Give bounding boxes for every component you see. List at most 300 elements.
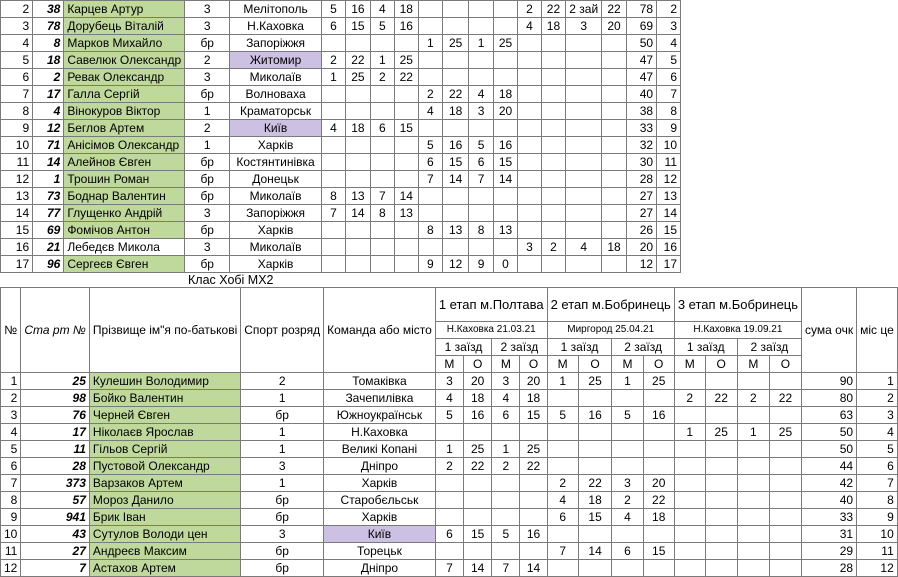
stage2-points: 18 <box>578 492 612 509</box>
stage3-position <box>737 441 769 458</box>
stage1-position <box>321 103 345 120</box>
stage3-points <box>705 441 737 458</box>
stage3-points <box>602 188 627 205</box>
team-city: Краматорськ <box>230 103 322 120</box>
stage3-points <box>769 526 801 543</box>
sport-category: бр <box>185 222 230 239</box>
final-place: 10 <box>657 137 681 154</box>
row-number: 7 <box>1 86 33 103</box>
stage1-position: 3 <box>492 373 520 390</box>
stage3-points <box>541 188 566 205</box>
table-row <box>1 222 681 239</box>
stage2-points <box>578 526 612 543</box>
final-place: 12 <box>857 560 898 577</box>
rider-name: Лебедєв Микола <box>64 239 185 256</box>
stage1-points: 15 <box>346 18 371 35</box>
stage2-points <box>442 52 469 69</box>
stage2-points: 18 <box>493 86 518 103</box>
team-city: Дніпро <box>324 560 436 577</box>
stage3-position <box>737 458 769 475</box>
table-row <box>1 407 898 424</box>
stage2-position: 2 <box>418 86 442 103</box>
table-row <box>1 171 681 188</box>
stage3-position: 3 <box>566 18 602 35</box>
sport-category: 1 <box>185 103 230 120</box>
rider-name: Алейнов Євген <box>64 154 185 171</box>
stage2-position <box>547 458 578 475</box>
stage1-position: 5 <box>492 526 520 543</box>
stage1-position <box>370 35 394 52</box>
stage2-points: 16 <box>493 137 518 154</box>
stage1-position <box>321 137 345 154</box>
start-number: 57 <box>21 492 90 509</box>
total-points: 50 <box>626 35 656 52</box>
stage1-position <box>321 35 345 52</box>
stage2-title: 2 етап м.Бобринець <box>547 288 674 322</box>
stage1-position <box>370 103 394 120</box>
stage2-position <box>469 69 493 86</box>
stage1-points: 14 <box>464 560 492 577</box>
table-row <box>1 492 898 509</box>
stage2-position <box>418 18 442 35</box>
stage3-points <box>769 373 801 390</box>
header-sum: сума очк <box>802 288 857 373</box>
stage3-position <box>518 86 541 103</box>
stage3-position: 2 зай <box>566 1 602 18</box>
table-row <box>1 137 681 154</box>
stage1-points <box>346 86 371 103</box>
start-number: 17 <box>33 86 64 103</box>
stage2-position: 6 <box>469 154 493 171</box>
final-place: 11 <box>857 543 898 560</box>
final-place: 9 <box>857 509 898 526</box>
final-place: 13 <box>657 188 681 205</box>
stage2-points: 14 <box>493 171 518 188</box>
final-place: 8 <box>657 103 681 120</box>
stage3-points <box>541 222 566 239</box>
stage1-points: 16 <box>394 18 418 35</box>
stage2-points: 22 <box>442 86 469 103</box>
table-row <box>1 188 681 205</box>
stage1-points <box>394 35 418 52</box>
stage2-position: 5 <box>547 407 578 424</box>
stage3-points <box>705 492 737 509</box>
header-place: міс це <box>857 288 898 373</box>
stage1-points <box>346 103 371 120</box>
stage2-points <box>442 188 469 205</box>
stage3-points <box>541 154 566 171</box>
team-city: Харків <box>230 256 322 273</box>
stage3-points <box>769 509 801 526</box>
team-city: Київ <box>324 526 436 543</box>
final-place: 16 <box>657 239 681 256</box>
stage3-points <box>769 543 801 560</box>
total-points: 20 <box>626 239 656 256</box>
stage3-points <box>705 560 737 577</box>
stage1-points: 22 <box>464 458 492 475</box>
start-number: 76 <box>21 407 90 424</box>
stage1-position <box>435 475 463 492</box>
stage1-position: 2 <box>370 69 394 86</box>
final-place: 11 <box>657 154 681 171</box>
stage2-position: 8 <box>418 222 442 239</box>
stage1-points <box>394 239 418 256</box>
stage3-points <box>602 256 627 273</box>
stage2-position <box>418 69 442 86</box>
stage3-points <box>602 171 627 188</box>
stage3-points <box>541 205 566 222</box>
stage3-position <box>518 120 541 137</box>
stage3-points <box>705 458 737 475</box>
team-city: Старобєльськ <box>324 492 436 509</box>
stage1-points <box>394 137 418 154</box>
stage1-position <box>492 475 520 492</box>
stage2-points <box>643 424 674 441</box>
stage2-position <box>418 239 442 256</box>
stage1-points <box>464 475 492 492</box>
final-place: 4 <box>857 424 898 441</box>
stage3-position <box>674 475 705 492</box>
stage2-points: 25 <box>578 373 612 390</box>
stage2-position: 9 <box>469 256 493 273</box>
start-number: 373 <box>21 475 90 492</box>
stage1-points: 15 <box>464 526 492 543</box>
stage2-position: 4 <box>612 509 643 526</box>
stage2-points: 15 <box>442 154 469 171</box>
total-points: 63 <box>802 407 857 424</box>
stage2-position <box>469 18 493 35</box>
stage1-position: 4 <box>435 390 463 407</box>
start-number: 4 <box>33 103 64 120</box>
points-column-label: О <box>464 356 492 373</box>
stage1-points <box>464 509 492 526</box>
stage3-points <box>705 373 737 390</box>
rider-name: Сутулов Володи цен <box>89 526 240 543</box>
stage1-position: 1 <box>321 69 345 86</box>
stage3-position <box>674 373 705 390</box>
stage1-position <box>435 424 463 441</box>
stage2-points <box>442 69 469 86</box>
sport-category: 3 <box>185 69 230 86</box>
start-number: 28 <box>21 458 90 475</box>
team-city: Волноваха <box>230 86 322 103</box>
stage2-points <box>493 1 518 18</box>
total-points: 40 <box>626 86 656 103</box>
rider-name: Ревак Олександр <box>64 69 185 86</box>
rider-name: Мороз Данило <box>89 492 240 509</box>
final-place: 9 <box>657 120 681 137</box>
final-place: 10 <box>857 526 898 543</box>
total-points: 69 <box>626 18 656 35</box>
stage3-position <box>674 492 705 509</box>
stage2-position <box>612 526 643 543</box>
stage2-position: 5 <box>612 407 643 424</box>
points-column-label: О <box>643 356 674 373</box>
stage1-position: 6 <box>492 407 520 424</box>
start-number: 7 <box>21 560 90 577</box>
stage2-position: 2 <box>547 475 578 492</box>
stage3-points <box>541 171 566 188</box>
table-row <box>1 35 681 52</box>
row-number: 11 <box>1 154 33 171</box>
stage2-points: 20 <box>643 475 674 492</box>
stage2-points <box>442 205 469 222</box>
stage1-position: 1 <box>492 441 520 458</box>
table-row <box>1 69 681 86</box>
stage3-position <box>566 188 602 205</box>
stage1-position: 8 <box>321 188 345 205</box>
stage1-position: 6 <box>370 120 394 137</box>
total-points: 33 <box>626 120 656 137</box>
stage1-points <box>346 171 371 188</box>
team-city: Харків <box>230 222 322 239</box>
stage3-points: 18 <box>602 239 627 256</box>
sport-category: 1 <box>241 475 324 492</box>
team-city: Мелітополь <box>230 1 322 18</box>
stage1-points <box>520 543 547 560</box>
stage2-position: 4 <box>418 103 442 120</box>
stage3-points: 25 <box>705 424 737 441</box>
stage2-place: Миргород 25.04.21 <box>547 322 674 339</box>
team-city: Зачепилівка <box>324 390 436 407</box>
stage3-points <box>769 475 801 492</box>
team-city: Київ <box>230 120 322 137</box>
team-city: Дніпро <box>324 458 436 475</box>
stage2-points: 15 <box>643 543 674 560</box>
stage2-points: 15 <box>578 509 612 526</box>
stage1-points: 14 <box>346 205 371 222</box>
stage1-position: 5 <box>435 407 463 424</box>
sport-category: 1 <box>241 441 324 458</box>
stage2-position: 2 <box>612 492 643 509</box>
stage1-points: 15 <box>394 120 418 137</box>
sport-category: бр <box>241 509 324 526</box>
stage2-points <box>442 18 469 35</box>
stage3-points <box>602 205 627 222</box>
stage2-points: 18 <box>643 509 674 526</box>
stage3-points <box>541 52 566 69</box>
stage3-position <box>518 171 541 188</box>
stage1-points: 20 <box>464 373 492 390</box>
rider-name: Фомічов Антон <box>64 222 185 239</box>
team-city: Великі Копані <box>324 441 436 458</box>
stage2-position: 8 <box>469 222 493 239</box>
stage3-position <box>566 137 602 154</box>
stage2-position <box>469 52 493 69</box>
final-place: 5 <box>857 441 898 458</box>
stage1-points: 18 <box>520 390 547 407</box>
stage1-position <box>370 137 394 154</box>
stage1-position <box>370 171 394 188</box>
stage2-points <box>442 239 469 256</box>
start-number: 73 <box>33 188 64 205</box>
stage3-points <box>769 492 801 509</box>
stage1-points <box>394 154 418 171</box>
rider-name: Брик Іван <box>89 509 240 526</box>
stage2-points <box>643 441 674 458</box>
stage3-points <box>769 441 801 458</box>
table-row <box>1 103 681 120</box>
total-points: 42 <box>802 475 857 492</box>
row-number: 4 <box>1 424 21 441</box>
sport-category: бр <box>185 86 230 103</box>
stage2-position <box>469 239 493 256</box>
stage2-points: 16 <box>643 407 674 424</box>
start-number: 12 <box>33 120 64 137</box>
table-row <box>1 120 681 137</box>
stage2-race2: 2 заїзд <box>612 339 674 356</box>
sport-category: 1 <box>185 137 230 154</box>
table-row <box>1 458 898 475</box>
stage3-points <box>705 543 737 560</box>
start-number: 43 <box>21 526 90 543</box>
row-number: 13 <box>1 188 33 205</box>
stage2-position <box>418 188 442 205</box>
stage1-position <box>370 154 394 171</box>
stage1-race2: 2 заїзд <box>492 339 547 356</box>
total-points: 27 <box>626 188 656 205</box>
stage1-points: 18 <box>346 120 371 137</box>
stage1-points: 25 <box>346 69 371 86</box>
stage2-points <box>493 69 518 86</box>
stage1-points <box>346 222 371 239</box>
row-number: 2 <box>1 1 33 18</box>
rider-name: Дорубець Віталій <box>64 18 185 35</box>
header-category: Спорт розряд <box>241 288 324 373</box>
table-row <box>1 526 898 543</box>
rider-name: Варзаков Артем <box>89 475 240 492</box>
stage1-points <box>464 424 492 441</box>
stage1-position: 4 <box>370 1 394 18</box>
stage1-position <box>435 509 463 526</box>
stage1-points <box>394 103 418 120</box>
stage3-position <box>737 492 769 509</box>
stage1-position <box>370 86 394 103</box>
stage2-points: 12 <box>442 256 469 273</box>
stage1-position: 3 <box>435 373 463 390</box>
row-number: 9 <box>1 509 21 526</box>
sport-category: 2 <box>185 120 230 137</box>
final-place: 4 <box>657 35 681 52</box>
sport-category: бр <box>185 188 230 205</box>
stage3-position <box>674 509 705 526</box>
stage3-position <box>566 256 602 273</box>
start-number: 96 <box>33 256 64 273</box>
stage3-position <box>566 103 602 120</box>
stage3-position: 4 <box>566 239 602 256</box>
stage2-points <box>578 424 612 441</box>
stage1-points: 25 <box>520 441 547 458</box>
rider-name: Астахов Артем <box>89 560 240 577</box>
total-points: 31 <box>802 526 857 543</box>
final-place: 6 <box>857 458 898 475</box>
stage1-points: 15 <box>520 407 547 424</box>
stage1-position: 7 <box>492 560 520 577</box>
table-row <box>1 154 681 171</box>
stage2-points: 18 <box>442 103 469 120</box>
sport-category: 3 <box>241 526 324 543</box>
stage2-position <box>469 188 493 205</box>
stage1-points: 22 <box>520 458 547 475</box>
table-row <box>1 390 898 407</box>
header-team: Команда або місто <box>324 288 436 373</box>
stage3-position: 1 <box>674 424 705 441</box>
stage3-position <box>566 171 602 188</box>
place-column-label: М <box>612 356 643 373</box>
stage1-position <box>370 222 394 239</box>
stage1-position <box>370 239 394 256</box>
team-city: Харків <box>324 475 436 492</box>
stage1-points <box>394 171 418 188</box>
stage2-position <box>612 424 643 441</box>
stage3-position <box>674 441 705 458</box>
stage2-points <box>493 18 518 35</box>
stage3-position <box>518 256 541 273</box>
stage1-points: 14 <box>520 560 547 577</box>
stage3-points <box>602 120 627 137</box>
stage3-position <box>674 543 705 560</box>
rider-name: Гільов Сергій <box>89 441 240 458</box>
stage1-position: 2 <box>435 458 463 475</box>
class-table-body <box>1 373 898 577</box>
points-column-label: О <box>578 356 612 373</box>
stage2-position: 3 <box>612 475 643 492</box>
stage1-position <box>321 256 345 273</box>
stage3-position <box>674 560 705 577</box>
stage2-position: 6 <box>612 543 643 560</box>
stage3-position <box>737 475 769 492</box>
row-number: 8 <box>1 103 33 120</box>
stage2-points <box>643 560 674 577</box>
stage2-points: 15 <box>493 154 518 171</box>
table-row <box>1 509 898 526</box>
stage2-position <box>547 441 578 458</box>
stage2-points: 22 <box>578 475 612 492</box>
table-row <box>1 543 898 560</box>
row-number: 1 <box>1 373 21 390</box>
stage3-points <box>602 86 627 103</box>
table-row <box>1 373 898 390</box>
start-number: 14 <box>33 154 64 171</box>
final-place: 7 <box>657 86 681 103</box>
final-place: 12 <box>657 171 681 188</box>
stage1-position: 6 <box>435 526 463 543</box>
stage3-position <box>518 103 541 120</box>
table-row <box>1 441 898 458</box>
row-number: 17 <box>1 256 33 273</box>
place-column-label: М <box>737 356 769 373</box>
stage1-points: 16 <box>346 1 371 18</box>
stage1-points <box>394 86 418 103</box>
final-place: 8 <box>857 492 898 509</box>
stage2-position: 1 <box>418 35 442 52</box>
class-title: Клас Хобі МХ2 <box>188 273 274 287</box>
stage2-points <box>578 390 612 407</box>
stage3-points <box>541 103 566 120</box>
row-number: 7 <box>1 475 21 492</box>
final-place: 5 <box>657 52 681 69</box>
row-number: 5 <box>1 52 33 69</box>
sport-category: бр <box>241 492 324 509</box>
team-city: Запоріжжя <box>230 35 322 52</box>
final-place: 6 <box>657 69 681 86</box>
header-no: № <box>1 288 21 373</box>
sport-category: бр <box>185 35 230 52</box>
stage1-position: 2 <box>492 458 520 475</box>
stage1-points <box>346 256 371 273</box>
table-row <box>1 18 681 35</box>
table-row <box>1 205 681 222</box>
